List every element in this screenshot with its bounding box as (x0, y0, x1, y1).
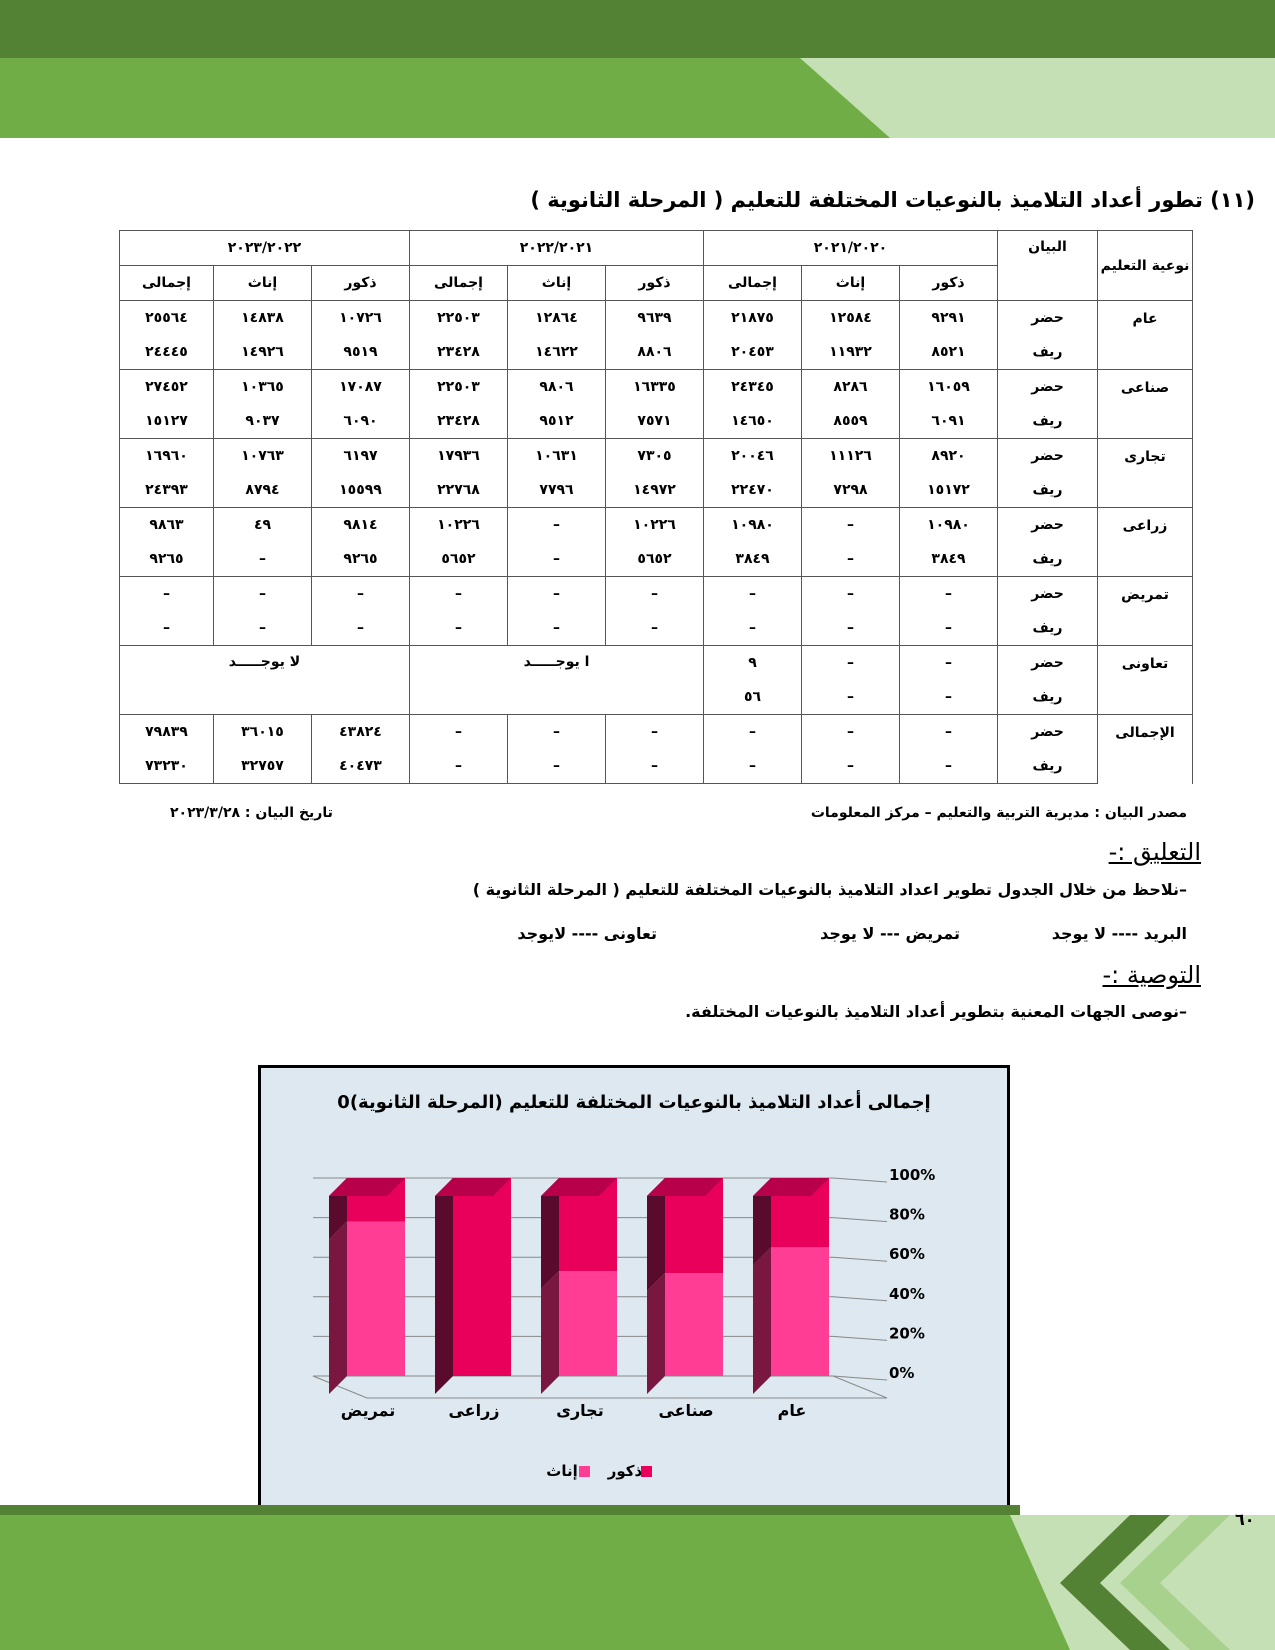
row-location: ريف (998, 611, 1098, 646)
table-cell: ١٥٥٩٩ (312, 473, 410, 508)
table-cell: ٢٧٤٥٢ (120, 370, 214, 405)
table-cell: – (312, 611, 410, 646)
table-row (120, 370, 1193, 405)
table-cell: ٥٦ (704, 680, 802, 715)
bar-female (347, 1222, 405, 1376)
row-type: الإجمالى (1098, 715, 1193, 784)
table-cell: – (312, 577, 410, 612)
bar-side (647, 1273, 665, 1394)
table-cell: – (214, 542, 312, 577)
row-location: حضر (998, 301, 1098, 336)
row-location: حضر (998, 646, 1098, 681)
gridline (833, 1257, 887, 1261)
table-row (120, 577, 1193, 612)
table-cell: – (606, 749, 704, 784)
table-cell: – (802, 749, 900, 784)
table-cell: – (508, 577, 606, 612)
table-cell: – (900, 749, 998, 784)
table-cell: ٨٧٩٤ (214, 473, 312, 508)
y-tick-label: 0% (889, 1364, 915, 1382)
y-tick-label: 20% (889, 1324, 925, 1343)
table-cell: – (120, 611, 214, 646)
table-cell: ٩٢٩١ (900, 301, 998, 336)
table-cell: ٢٢٤٧٠ (704, 473, 802, 508)
table-cell: ٢٢٥٠٣ (410, 301, 508, 336)
sub-header: ذكور (900, 266, 998, 301)
no-data-note: ا يوجـــــد (410, 646, 704, 715)
footer-banner (0, 1505, 1275, 1650)
bar-female (771, 1247, 829, 1376)
table-cell: – (802, 646, 900, 681)
table-cell: ١٠٧٦٣ (214, 439, 312, 474)
bar-side (435, 1178, 453, 1394)
table-cell: ١٤٩٧٢ (606, 473, 704, 508)
row-type: زراعى (1098, 508, 1193, 577)
table-cell: – (508, 715, 606, 750)
table-cell: ٦٠٩١ (900, 404, 998, 439)
table-cell: ١٥١٧٢ (900, 473, 998, 508)
table-cell: ٣٨٤٩ (900, 542, 998, 577)
table-cell: ١٦٠٥٩ (900, 370, 998, 405)
comment-item: تعاونى ---- لايوجد (517, 924, 657, 943)
table-cell: ١٢٥٨٤ (802, 301, 900, 336)
table-cell: ٥٦٥٢ (606, 542, 704, 577)
table-cell: – (508, 508, 606, 543)
table-cell: ١٧٠٨٧ (312, 370, 410, 405)
comment-heading: التعليق :- (1108, 838, 1201, 866)
table-cell: ١١١٢٦ (802, 439, 900, 474)
chart-title: إجمالى أعداد التلاميذ بالنوعيات المختلفة للتعليم (المرحلة الثانوية)0 (337, 1092, 931, 1113)
recommend-text: –نوصى الجهات المعنية بتطوير أعداد التلاميذ بالنوعيات المختلفة. (685, 1002, 1187, 1021)
table-cell: – (214, 577, 312, 612)
table-cell: ٨٨٠٦ (606, 335, 704, 370)
table-cell: ٧٩٨٣٩ (120, 715, 214, 750)
table-row (120, 646, 1193, 681)
x-category-label: تمريض (340, 1401, 396, 1420)
table-row (120, 508, 1193, 543)
table-cell: ٤٠٤٧٣ (312, 749, 410, 784)
table-cell: ١٥١٢٧ (120, 404, 214, 439)
table-cell: ١٠٩٨٠ (704, 508, 802, 543)
table-cell: ٨٩٢٠ (900, 439, 998, 474)
table-cell: – (802, 542, 900, 577)
table-cell: ١٤٦٢٢ (508, 335, 606, 370)
gridline (833, 1336, 887, 1340)
table-row (120, 715, 1193, 750)
gridline (833, 1178, 887, 1182)
row-location: ريف (998, 680, 1098, 715)
data-source: مصدر البيان : مديرية التربية والتعليم – مركز المعلومات (810, 805, 1187, 821)
table-cell: – (606, 715, 704, 750)
legend-female: إناث (546, 1462, 578, 1480)
table-row (120, 473, 1193, 508)
row-location: ريف (998, 542, 1098, 577)
row-type: تعاونى (1098, 646, 1193, 715)
year-header: ٢٠٢١/٢٠٢٠ (704, 231, 998, 266)
table-cell: – (410, 749, 508, 784)
table-row (120, 335, 1193, 370)
table-cell: ٢٢٥٠٣ (410, 370, 508, 405)
table-cell: – (900, 680, 998, 715)
table-cell: ٩ (704, 646, 802, 681)
no-data-note: لا يوجـــــد (120, 646, 410, 715)
table-cell: – (704, 749, 802, 784)
table-cell: ٢١٨٧٥ (704, 301, 802, 336)
x-category-label: تجارى (556, 1401, 604, 1420)
col-type-header: نوعية التعليم (1098, 231, 1193, 301)
table-row (120, 301, 1193, 336)
year-header: ٢٠٢٢/٢٠٢١ (410, 231, 704, 266)
table-cell: ٣٦٠١٥ (214, 715, 312, 750)
row-location: حضر (998, 508, 1098, 543)
y-tick-label: 60% (889, 1245, 925, 1264)
table-cell: – (900, 715, 998, 750)
table-cell: ٢٤٣٤٥ (704, 370, 802, 405)
y-tick-label: 100% (889, 1166, 936, 1184)
x-category-label: عام (777, 1401, 807, 1420)
data-date: تاريخ البيان : ٢٠٢٣/٣/٢٨ (170, 805, 333, 821)
row-location: حضر (998, 439, 1098, 474)
table-cell: ١٠٣٦٥ (214, 370, 312, 405)
y-tick-label: 40% (889, 1284, 925, 1303)
table-cell: ٩٥١٢ (508, 404, 606, 439)
table-cell: ٦٠٩٠ (312, 404, 410, 439)
table-cell: ٤٣٨٢٤ (312, 715, 410, 750)
table-row (120, 611, 1193, 646)
table-row (120, 404, 1193, 439)
table-cell: ١١٩٣٢ (802, 335, 900, 370)
table-cell: ٩٨٠٦ (508, 370, 606, 405)
table-cell: ٩٨٦٣ (120, 508, 214, 543)
table-cell: ١٤٨٣٨ (214, 301, 312, 336)
table-cell: ١٦٣٣٥ (606, 370, 704, 405)
table-cell: ٢٣٤٢٨ (410, 335, 508, 370)
table-cell: – (410, 577, 508, 612)
bar-side (753, 1247, 771, 1394)
sub-header: ذكور (312, 266, 410, 301)
page-title: (١١) تطور أعداد التلاميذ بالنوعيات المختلفة للتعليم ( المرحلة الثانوية ) (530, 188, 1255, 212)
students-table (119, 230, 1193, 784)
table-cell: ١٠٢٢٦ (606, 508, 704, 543)
recommend-heading: التوصية :- (1102, 961, 1201, 989)
bar-female (665, 1273, 723, 1376)
table-cell: – (802, 577, 900, 612)
row-type: صناعى (1098, 370, 1193, 439)
table-cell: ٣٨٤٩ (704, 542, 802, 577)
x-category-label: صناعى (658, 1401, 714, 1420)
x-category-label: زراعى (448, 1401, 500, 1420)
table-cell: – (606, 611, 704, 646)
table-cell: ٧٣٠٥ (606, 439, 704, 474)
chart-svg (261, 1068, 1007, 1512)
table-cell: – (410, 611, 508, 646)
table-cell: – (508, 749, 606, 784)
table-cell: ١٢٨٦٤ (508, 301, 606, 336)
row-type: تجارى (1098, 439, 1193, 508)
table-cell: ٧٢٩٨ (802, 473, 900, 508)
table-cell: – (508, 611, 606, 646)
table-cell: ١٠٢٢٦ (410, 508, 508, 543)
page-number: ٦٠ (1235, 1510, 1255, 1529)
table-cell: ١٠٧٢٦ (312, 301, 410, 336)
table-cell: ٧٣٢٣٠ (120, 749, 214, 784)
table-row (120, 439, 1193, 474)
table-cell: ٩٨١٤ (312, 508, 410, 543)
sub-header: إناث (214, 266, 312, 301)
sub-header: إجمالى (120, 266, 214, 301)
comment-item: تمريض --- لا يوجد (820, 924, 960, 943)
table-cell: ٢٠٠٤٦ (704, 439, 802, 474)
table-cell: ٨٥٥٩ (802, 404, 900, 439)
chart (258, 1065, 1010, 1515)
table-row (120, 749, 1193, 784)
col-desc-header: البيان (998, 231, 1098, 301)
table-cell: – (802, 680, 900, 715)
table-cell: – (704, 577, 802, 612)
table-cell: ١٤٦٥٠ (704, 404, 802, 439)
row-location: حضر (998, 715, 1098, 750)
table-cell: ٩٢٦٥ (312, 542, 410, 577)
table-cell: ١٠٩٨٠ (900, 508, 998, 543)
sub-header: ذكور (606, 266, 704, 301)
year-header: ٢٠٢٣/٢٠٢٢ (120, 231, 410, 266)
gridline (833, 1297, 887, 1301)
bar-side (329, 1222, 347, 1394)
table-cell: – (900, 611, 998, 646)
table-cell: ٢٣٤٢٨ (410, 404, 508, 439)
table-cell: – (704, 611, 802, 646)
table-cell: ٩٦٣٩ (606, 301, 704, 336)
table-cell: ٢٤٤٤٥ (120, 335, 214, 370)
sub-header: إجمالى (410, 266, 508, 301)
legend-swatch-male (641, 1466, 652, 1477)
comment-item: البريد ---- لا يوجد (1051, 924, 1187, 943)
table-cell: ٤٩ (214, 508, 312, 543)
table-cell: ٢٥٥٦٤ (120, 301, 214, 336)
sub-header: إناث (802, 266, 900, 301)
table-cell: ١٦٩٦٠ (120, 439, 214, 474)
table-cell: – (120, 577, 214, 612)
sub-header: إجمالى (704, 266, 802, 301)
table-cell: ٢٢٧٦٨ (410, 473, 508, 508)
table-cell: ٨٢٨٦ (802, 370, 900, 405)
table-cell: – (410, 715, 508, 750)
table-cell: – (606, 577, 704, 612)
row-location: ريف (998, 404, 1098, 439)
row-location: ريف (998, 335, 1098, 370)
table-cell: ٣٢٧٥٧ (214, 749, 312, 784)
table-cell: ٦١٩٧ (312, 439, 410, 474)
legend-swatch-female (579, 1466, 590, 1477)
row-type: عام (1098, 301, 1193, 370)
table-cell: ٩٠٣٧ (214, 404, 312, 439)
table-cell: ٢٤٣٩٣ (120, 473, 214, 508)
gridline (833, 1218, 887, 1222)
table-cell: ٨٥٢١ (900, 335, 998, 370)
table-cell: ٩٢٦٥ (120, 542, 214, 577)
comment-text: –نلاحظ من خلال الجدول تطوير اعداد التلاميذ بالنوعيات المختلفة للتعليم ( المرحلة الثانوية ) (472, 880, 1187, 899)
legend-male: ذكور (607, 1462, 643, 1480)
table-cell: ١٤٩٢٦ (214, 335, 312, 370)
header-banner (0, 0, 1275, 140)
row-location: حضر (998, 577, 1098, 612)
row-location: ريف (998, 749, 1098, 784)
table-row (120, 542, 1193, 577)
row-type: تمريض (1098, 577, 1193, 646)
table-cell: – (214, 611, 312, 646)
table-cell: – (802, 715, 900, 750)
table-cell: ٧٧٩٦ (508, 473, 606, 508)
bar-side (541, 1271, 559, 1394)
table-cell: – (802, 508, 900, 543)
table-cell: – (508, 542, 606, 577)
table-cell: – (900, 646, 998, 681)
y-tick-label: 80% (889, 1205, 925, 1224)
row-location: حضر (998, 370, 1098, 405)
table-cell: ٥٦٥٢ (410, 542, 508, 577)
table-cell: – (900, 577, 998, 612)
table-cell: ١٧٩٣٦ (410, 439, 508, 474)
table-cell: ٧٥٧١ (606, 404, 704, 439)
bar-male (453, 1178, 511, 1376)
table-cell: ٩٥١٩ (312, 335, 410, 370)
table-cell: – (802, 611, 900, 646)
table-cell: – (704, 715, 802, 750)
table-cell: ٢٠٤٥٣ (704, 335, 802, 370)
table-cell: ١٠٦٣١ (508, 439, 606, 474)
row-location: ريف (998, 473, 1098, 508)
chart-floor (313, 1376, 887, 1398)
bar-female (559, 1271, 617, 1376)
sub-header: إناث (508, 266, 606, 301)
